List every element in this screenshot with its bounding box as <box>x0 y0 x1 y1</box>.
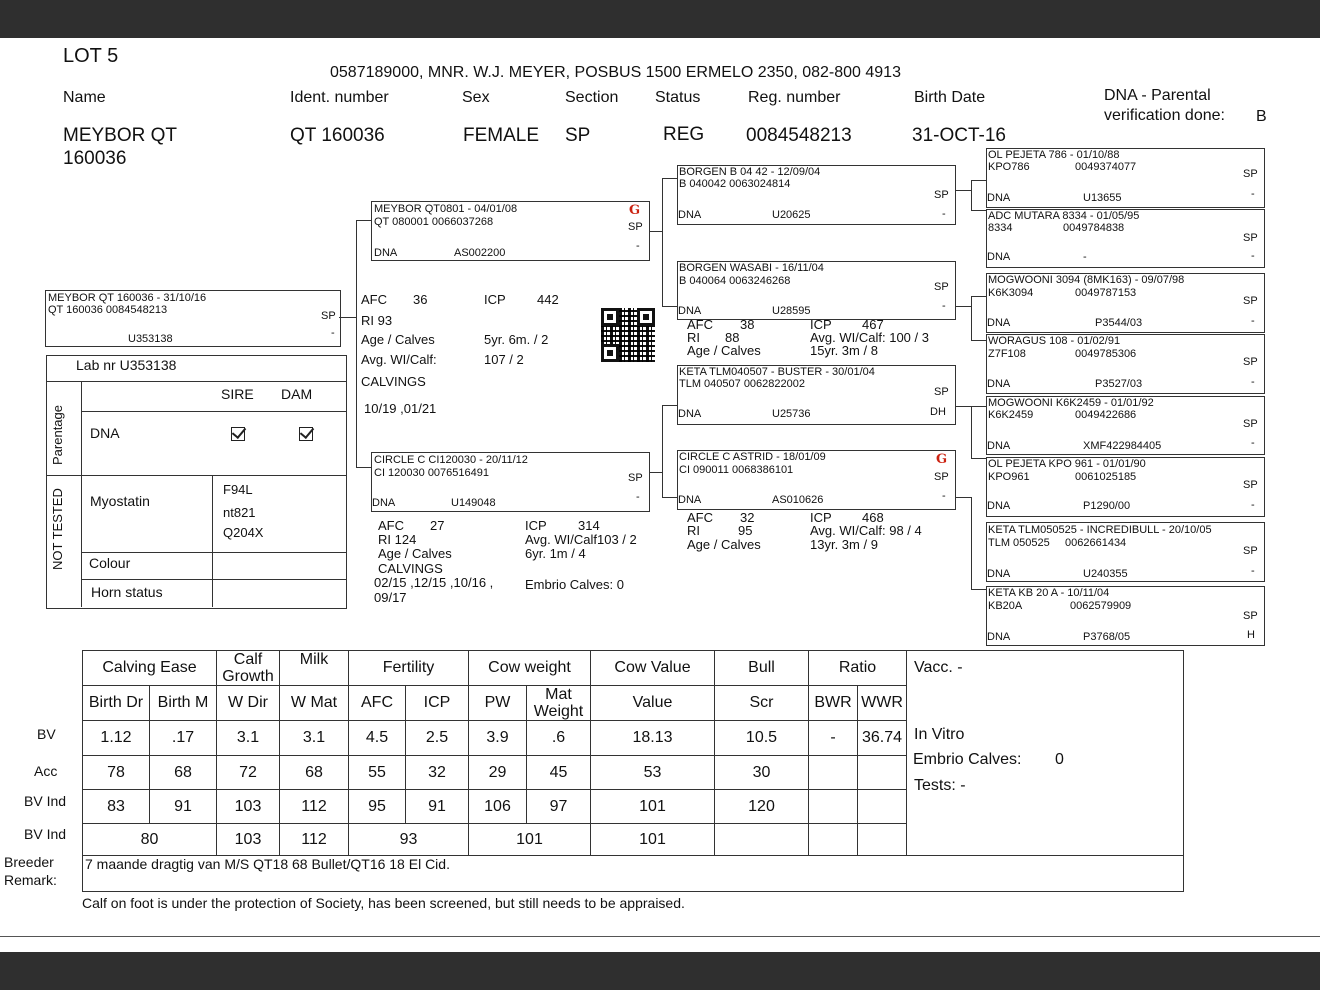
dam-age: 6yr. 1m / 4 <box>525 546 586 561</box>
bv-cell: 3.9 <box>469 721 527 756</box>
bvind-cell: 97 <box>527 790 591 824</box>
ggp3-reg: 0049785306 <box>1075 348 1137 360</box>
ggp3-tail: - <box>1251 376 1255 388</box>
mat-weight-line1: Mat <box>545 686 572 703</box>
bvind-cell: 103 <box>217 790 280 824</box>
ggp6-dna: DNA <box>987 568 1011 580</box>
ggp-box-2 <box>986 209 1265 268</box>
myostatin-label: Myostatin <box>90 493 150 509</box>
ggp1-line1: ADC MUTARA 8334 - 01/05/95 <box>988 210 1140 222</box>
colour-label: Colour <box>89 555 131 571</box>
dam-dna: DNA <box>372 497 396 509</box>
col-scr: Scr <box>715 686 809 721</box>
gp1-age: 15yr. 3m / 8 <box>810 343 878 358</box>
sire-dash: - <box>636 240 640 252</box>
group-fertility: Fertility <box>349 651 469 686</box>
gp2-dna: DNA <box>678 408 702 420</box>
ggp0-tail: - <box>1251 188 1255 200</box>
self-line1: MEYBOR QT 160036 - 31/10/16 <box>48 292 207 304</box>
ggp7-dna: DNA <box>987 631 1011 643</box>
breeding-values-table <box>82 650 907 857</box>
ggp2-reg: 0049787153 <box>1075 287 1137 299</box>
ggp4-line1: MOGWOONI K6K2459 - 01/01/92 <box>988 397 1154 409</box>
dam-box <box>371 452 650 512</box>
gp3-icp-label: ICP <box>810 510 832 525</box>
ggp-box-5 <box>986 396 1265 455</box>
group-cow-weight: Cow weight <box>469 651 591 686</box>
bv-cell: .6 <box>527 721 591 756</box>
ggp7-line2: KB20A <box>988 600 1023 612</box>
footer-divider <box>0 936 1320 937</box>
header-dna-1: DNA - Parental <box>1104 87 1211 104</box>
row-label-bv-ind-2: BV Ind <box>24 826 67 842</box>
col-afc: AFC <box>349 686 406 721</box>
bv-cell: 18.13 <box>591 721 715 756</box>
in-vitro-label: In Vitro <box>914 726 965 743</box>
gp3-dna: DNA <box>678 494 702 506</box>
bv-cell: 3.1 <box>217 721 280 756</box>
self-section: SP <box>321 310 336 322</box>
ggp2-tail: - <box>1251 315 1255 327</box>
group-ratio: Ratio <box>809 651 907 686</box>
dam-calvings-label: CALVINGS <box>378 561 443 576</box>
ggp1-code: - <box>1083 251 1087 263</box>
ggp7-tail: H <box>1247 629 1255 641</box>
gp3-age-label: Age / Calves <box>687 537 761 552</box>
qr-code-icon <box>601 308 655 362</box>
not-tested-label: NOT TESTED <box>50 488 65 570</box>
ggp-box-3 <box>986 273 1265 333</box>
gp1-tail: - <box>942 300 946 312</box>
col-wwr: WWR <box>858 686 907 721</box>
footer-note: Calf on foot is under the protection of Society, has been screened, but still needs to be appraised. <box>82 895 685 911</box>
gp3-code: AS010626 <box>772 494 824 506</box>
dam-icp: 314 <box>578 518 600 533</box>
bvind-cell: 106 <box>469 790 527 824</box>
bvind-group-cell: 103 <box>217 824 280 857</box>
grandsire-maternal-box <box>677 365 956 425</box>
ggp2-code: P3544/03 <box>1095 317 1143 329</box>
ggp5-dna: DNA <box>987 500 1011 512</box>
sire-ri: RI 93 <box>361 313 393 328</box>
ggp7-reg: 0062579909 <box>1070 600 1132 612</box>
bv-cell: 2.5 <box>406 721 469 756</box>
dam-code: U149048 <box>451 497 496 509</box>
lab-dam-label: DAM <box>281 386 313 402</box>
gp0-line2: B 040042 0063024814 <box>679 178 791 190</box>
sire-registry-logo-icon: G <box>629 203 641 218</box>
acc-cell: 29 <box>469 756 527 790</box>
dam-icp-label: ICP <box>525 518 547 533</box>
acc-cell: 30 <box>715 756 809 790</box>
ggp7-line1: KETA KB 20 A - 10/11/04 <box>988 587 1110 599</box>
gp0-line1: BORGEN B 04 42 - 12/09/04 <box>679 166 821 178</box>
bv-cell: 1.12 <box>83 721 150 756</box>
ggp5-line1: OL PEJETA KPO 961 - 01/01/90 <box>988 458 1146 470</box>
gp1-line1: BORGEN WASABI - 16/11/04 <box>679 262 824 274</box>
gp1-ri-label: RI <box>687 330 700 345</box>
bvind-group-cell <box>858 824 907 857</box>
sire-code: AS002200 <box>454 247 506 259</box>
acc-cell: 45 <box>527 756 591 790</box>
gp1-code: U28595 <box>772 305 811 317</box>
sire-afc: 36 <box>413 292 428 307</box>
lot-title: LOT 5 <box>63 45 119 67</box>
sire-line1: MEYBOR QT0801 - 04/01/08 <box>374 203 518 215</box>
dam-section: SP <box>628 472 643 484</box>
granddam-paternal-box <box>677 261 956 320</box>
gp3-icp: 468 <box>862 510 884 525</box>
ggp3-dna: DNA <box>987 378 1011 390</box>
ggp1-reg: 0049784838 <box>1063 222 1125 234</box>
ggp1-tail: - <box>1251 250 1255 262</box>
ggp4-reg: 0049422686 <box>1075 409 1137 421</box>
ggp6-section: SP <box>1243 545 1258 557</box>
row-bv <box>83 721 907 756</box>
gp1-dna: DNA <box>678 305 702 317</box>
header-birth: Birth Date <box>914 89 986 106</box>
tests: Tests: - <box>914 777 966 794</box>
ggp0-line1: OL PEJETA 786 - 01/10/88 <box>988 149 1120 161</box>
group-calving-ease: Calving Ease <box>83 651 217 686</box>
bottom-bar <box>0 952 1320 990</box>
bv-cell: 3.1 <box>280 721 349 756</box>
gp3-line2: CI 090011 0068386101 <box>679 464 794 476</box>
header-dna-value: B <box>1256 108 1267 125</box>
gp2-line2: TLM 040507 0062822002 <box>679 378 805 390</box>
gp1-icp-label: ICP <box>810 317 832 332</box>
bvind-cell <box>858 790 907 824</box>
self-line2: QT 160036 0084548213 <box>48 304 168 316</box>
gp1-afc: 38 <box>740 317 755 332</box>
row-label-acc: Acc <box>34 763 58 779</box>
sire-line2: QT 080001 0066037268 <box>374 216 494 228</box>
acc-cell: 55 <box>349 756 406 790</box>
animal-name-1: MEYBOR QT <box>63 125 178 146</box>
ggp5-tail: - <box>1251 499 1255 511</box>
gp3-tail: - <box>942 490 946 502</box>
owner-line: 0587189000, MNR. W.J. MEYER, POSBUS 1500 ERMELO 2350, 082-800 4913 <box>330 64 901 81</box>
ggp1-line2: 8334 <box>988 222 1013 234</box>
col-birth-m: Birth M <box>150 686 217 721</box>
bvind-group-cell <box>715 824 809 857</box>
header-name: Name <box>63 89 106 106</box>
granddam-maternal-box <box>677 450 956 510</box>
dam-calving-dates-2: 09/17 <box>374 590 407 605</box>
bvind-cell: 91 <box>150 790 217 824</box>
bvind-cell: 112 <box>280 790 349 824</box>
bv-cell: 36.74 <box>858 721 907 756</box>
myostatin-value-1: F94L <box>223 482 253 497</box>
bvind-cell: 101 <box>591 790 715 824</box>
gp3-section: SP <box>934 471 949 483</box>
ggp6-tail: - <box>1251 565 1255 577</box>
sire-wi-label: Avg. WI/Calf: <box>361 352 437 367</box>
ggp1-section: SP <box>1243 232 1258 244</box>
row-label-bv-ind: BV Ind <box>24 793 67 809</box>
gp2-tail: DH <box>930 406 946 418</box>
ggp4-line2: K6K2459 <box>988 409 1034 421</box>
ggp-box-4 <box>986 334 1265 394</box>
gp0-dna: DNA <box>678 209 702 221</box>
col-bwr: BWR <box>809 686 858 721</box>
animal-status: REG <box>663 124 705 145</box>
gp2-section: SP <box>934 386 949 398</box>
dam-age-label: Age / Calves <box>378 546 452 561</box>
sire-box <box>371 201 650 261</box>
bvind-group-cell: 101 <box>469 824 591 857</box>
ggp7-section: SP <box>1243 610 1258 622</box>
dam-calving-dates-1: 02/15 ,12/15 ,10/16 , <box>374 575 494 590</box>
bv-cell: 10.5 <box>715 721 809 756</box>
ggp4-dna: DNA <box>987 440 1011 452</box>
lab-sire-label: SIRE <box>221 386 254 402</box>
ggp7-code: P3768/05 <box>1083 631 1131 643</box>
bvind-cell: 95 <box>349 790 406 824</box>
row-bv-ind <box>83 790 907 824</box>
horn-status-label: Horn status <box>91 584 163 600</box>
sire-wi: 107 / 2 <box>484 352 524 367</box>
col-mat-weight <box>527 686 591 721</box>
remark-label-1: Breeder <box>4 854 54 870</box>
gp2-code: U25736 <box>772 408 811 420</box>
gp1-age-label: Age / Calves <box>687 343 761 358</box>
ggp0-code: U13655 <box>1083 192 1122 204</box>
dam-wi: Avg. WI/Calf103 / 2 <box>525 532 637 547</box>
group-bull: Bull <box>715 651 809 686</box>
calf-growth-line2: Growth <box>222 668 274 685</box>
sire-age: 5yr. 6m. / 2 <box>484 332 549 347</box>
vaccination: Vacc. - <box>914 659 963 676</box>
gp3-ri: 95 <box>738 523 753 538</box>
sire-age-label: Age / Calves <box>361 332 435 347</box>
gp0-section: SP <box>934 189 949 201</box>
myostatin-value-3: Q204X <box>223 525 264 540</box>
sire-dna-check <box>231 427 245 441</box>
gp3-afc: 32 <box>740 510 755 525</box>
acc-cell: 72 <box>217 756 280 790</box>
header-section: Section <box>565 89 619 106</box>
ggp4-code: XMF422984405 <box>1083 440 1162 452</box>
bv-cell: 4.5 <box>349 721 406 756</box>
ggp2-dna: DNA <box>987 317 1011 329</box>
bvind-group-cell <box>809 824 858 857</box>
bvind-group-cell: 93 <box>349 824 469 857</box>
ggp3-line2: Z7F108 <box>988 348 1026 360</box>
acc-cell: 78 <box>83 756 150 790</box>
lab-dna-label: DNA <box>90 425 120 441</box>
animal-sex: FEMALE <box>463 125 540 146</box>
header-dna-2: verification done: <box>1104 107 1225 124</box>
acc-cell: 68 <box>150 756 217 790</box>
ggp6-code: U240355 <box>1083 568 1128 580</box>
sire-dna: DNA <box>374 247 398 259</box>
ggp6-reg: 0062661434 <box>1065 537 1127 549</box>
ggp1-dna: DNA <box>987 251 1011 263</box>
ggp2-line2: K6K3094 <box>988 287 1034 299</box>
gp3-age: 13yr. 3m / 9 <box>810 537 878 552</box>
dam-dash: - <box>636 491 640 503</box>
group-milk: Milk <box>280 651 349 686</box>
bvind-cell <box>809 790 858 824</box>
sire-afc-label: AFC <box>361 292 387 307</box>
acc-cell: 53 <box>591 756 715 790</box>
acc-cell: 68 <box>280 756 349 790</box>
ggp6-line2: TLM 050525 <box>988 537 1050 549</box>
bvind-cell: 120 <box>715 790 809 824</box>
sire-calvings-label: CALVINGS <box>361 374 426 389</box>
sire-icp-label: ICP <box>484 292 506 307</box>
col-w-dir: W Dir <box>217 686 280 721</box>
ggp5-line2: KPO961 <box>988 471 1030 483</box>
ggp5-reg: 0061025185 <box>1075 471 1137 483</box>
col-w-mat: W Mat <box>280 686 349 721</box>
ggp-box-1 <box>986 148 1265 208</box>
row-bv-ind-group <box>83 824 907 857</box>
header-status: Status <box>655 89 701 106</box>
dam-line2: CI 120030 0076516491 <box>374 467 489 479</box>
col-icp: ICP <box>406 686 469 721</box>
gp3-ri-label: RI <box>687 523 700 538</box>
gp1-line2: B 040064 0063246268 <box>679 275 791 287</box>
dam-afc-label: AFC <box>378 518 404 533</box>
col-pw: PW <box>469 686 527 721</box>
lab-number: Lab nr U353138 <box>76 357 177 373</box>
self-pedigree-box <box>45 290 341 347</box>
ggp5-section: SP <box>1243 479 1258 491</box>
col-birth-dr: Birth Dr <box>83 686 150 721</box>
ggp6-line1: KETA TLM050525 - INCREDIBULL - 20/10/05 <box>988 524 1212 536</box>
ggp3-line1: WORAGUS 108 - 01/02/91 <box>988 335 1121 347</box>
ggp5-code: P1290/00 <box>1083 500 1131 512</box>
ggp-box-7 <box>986 522 1265 582</box>
ggp-box-8 <box>986 586 1265 646</box>
gp3-wi: Avg. WI/Calf: 98 / 4 <box>810 523 922 538</box>
sire-calving-dates: 10/19 ,01/21 <box>364 401 437 416</box>
row-label-bv: BV <box>37 726 56 742</box>
acc-cell <box>809 756 858 790</box>
gp0-code: U20625 <box>772 209 811 221</box>
header-ident: Ident. number <box>290 89 389 106</box>
bvind-group-cell: 80 <box>83 824 217 857</box>
animal-reg: 0084548213 <box>746 125 852 146</box>
dam-embrio-calves: Embrio Calves: 0 <box>525 577 624 592</box>
ggp0-reg: 0049374077 <box>1075 161 1137 173</box>
gp1-ri: 88 <box>725 330 740 345</box>
bv-cell: .17 <box>150 721 217 756</box>
mat-weight-line2: Weight <box>533 703 584 720</box>
gp3-afc-label: AFC <box>687 510 713 525</box>
myostatin-value-2: nt821 <box>223 505 256 520</box>
embrio-calves-value: 0 <box>1055 751 1064 768</box>
ggp0-dna: DNA <box>987 192 1011 204</box>
animal-ident: QT 160036 <box>290 125 385 146</box>
ggp2-line1: MOGWOONI 3094 (8MK163) - 09/07/98 <box>988 274 1185 286</box>
bvind-group-cell: 101 <box>591 824 715 857</box>
gp1-wi: Avg. WI/Calf: 100 / 3 <box>810 330 929 345</box>
calf-growth-line1: Calf <box>233 651 263 668</box>
acc-cell <box>858 756 907 790</box>
granddam-registry-logo-icon: G <box>936 452 948 467</box>
dam-afc: 27 <box>430 518 445 533</box>
ggp4-section: SP <box>1243 418 1258 430</box>
remark-text: 7 maande dragtig van M/S QT18 68 Bullet/QT16 18 El Cid. <box>85 856 450 872</box>
col-value: Value <box>591 686 715 721</box>
bv-cell: - <box>809 721 858 756</box>
bvind-cell: 83 <box>83 790 150 824</box>
ggp3-section: SP <box>1243 356 1258 368</box>
gp3-line1: CIRCLE C ASTRID - 18/01/09 <box>679 451 826 463</box>
embrio-calves-label: Embrio Calves: <box>913 751 1022 768</box>
ggp0-section: SP <box>1243 168 1258 180</box>
animal-name-2: 160036 <box>63 148 127 169</box>
sire-icp: 442 <box>537 292 559 307</box>
grandsire-paternal-box <box>677 165 956 225</box>
parentage-label: Parentage <box>50 405 65 465</box>
gp0-tail: - <box>942 208 946 220</box>
row-acc <box>83 756 907 790</box>
dam-line1: CIRCLE C CI120030 - 20/11/12 <box>374 454 528 466</box>
acc-cell: 32 <box>406 756 469 790</box>
top-bar <box>0 0 1320 38</box>
self-code: U353138 <box>128 333 173 345</box>
sire-section: SP <box>628 221 643 233</box>
group-calf-growth <box>217 651 280 686</box>
ggp0-line2: KPO786 <box>988 161 1030 173</box>
bvind-cell: 91 <box>406 790 469 824</box>
dam-ri: RI 124 <box>378 532 417 547</box>
self-dash: - <box>331 327 335 339</box>
remark-label-2: Remark: <box>4 872 57 888</box>
gp1-icp: 467 <box>862 317 884 332</box>
gp2-line1: KETA TLM040507 - BUSTER - 30/01/04 <box>679 366 875 378</box>
animal-birth: 31-OCT-16 <box>912 125 1006 146</box>
header-sex: Sex <box>462 89 490 106</box>
ggp4-tail: - <box>1251 437 1255 449</box>
group-cow-value: Cow Value <box>591 651 715 686</box>
dam-dna-check <box>299 427 313 441</box>
animal-section: SP <box>565 125 591 146</box>
gp1-afc-label: AFC <box>687 317 713 332</box>
bvind-group-cell: 112 <box>280 824 349 857</box>
gp1-section: SP <box>934 281 949 293</box>
ggp3-code: P3527/03 <box>1095 378 1143 390</box>
ggp2-section: SP <box>1243 295 1258 307</box>
ggp-box-6 <box>986 457 1265 517</box>
header-reg: Reg. number <box>748 89 841 106</box>
